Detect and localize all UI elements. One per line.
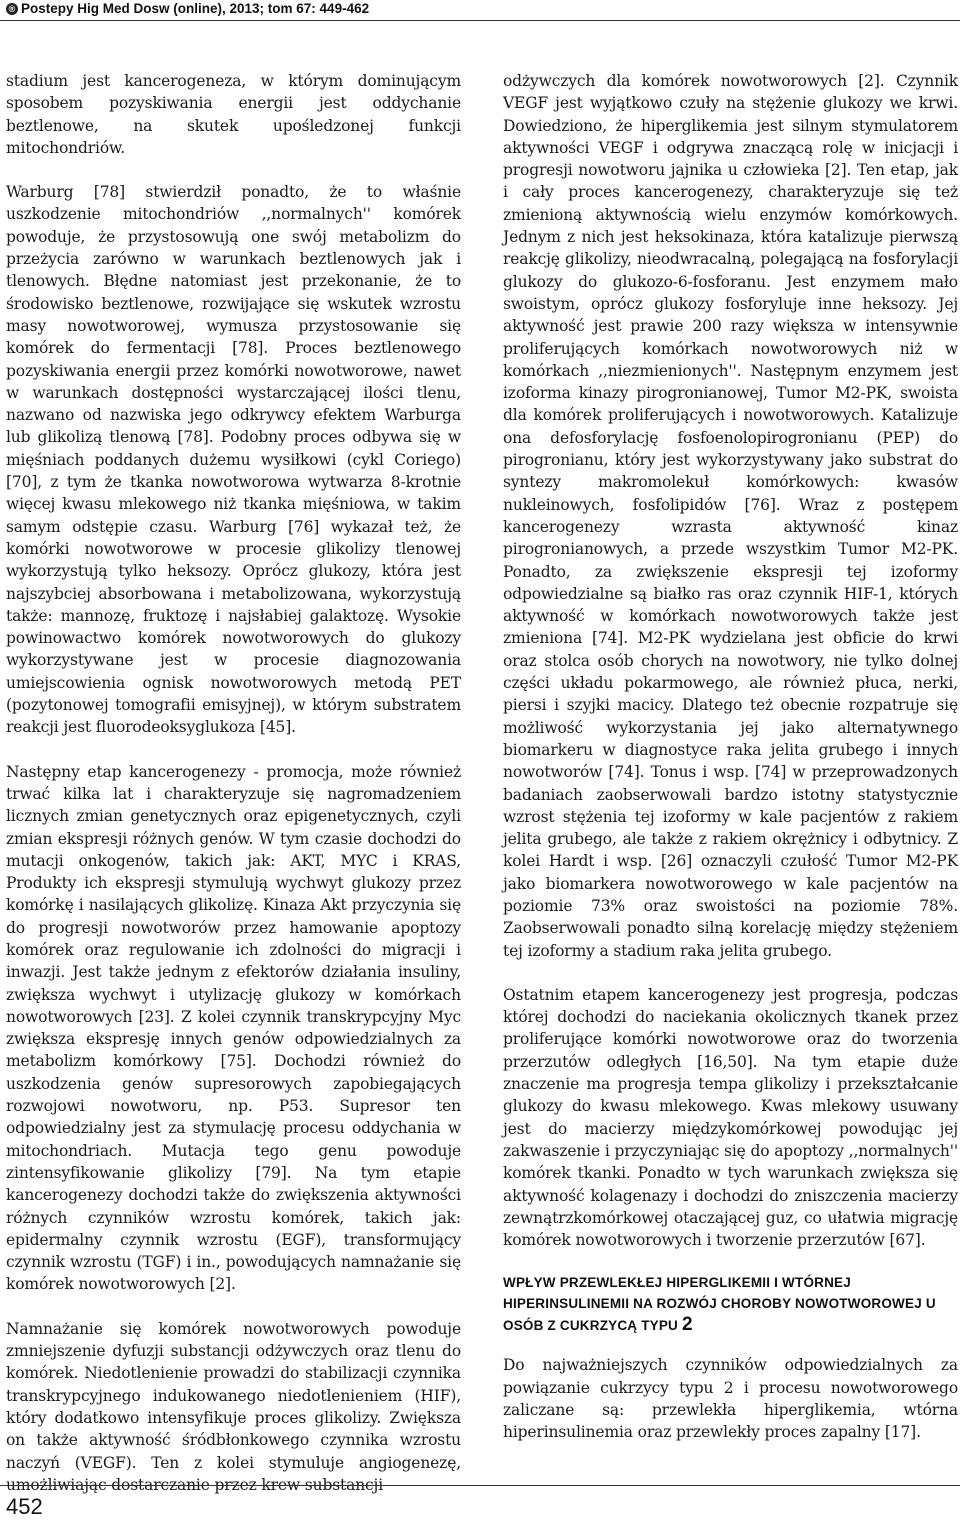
left-paragraph-4: Namnażanie się komórek nowotworowych powoduje zmniejszenie dyfuzji substancji odżywczych oraz tlenu do komórek. Niedotlenienie prowadzi do stabilizacji czynnika transkrypcyjnego indukowanego niedotlenieniem (HIF), który dodatkowo intensyfikuje proces glikolizy. Zwiększa on także aktywność śródbłonkowego czynnika wzrostu naczyń (VEGF). Ten z kolei stymuluje angiogenezę, umożliwiając dostarczanie przez krew substancji bbox=[6, 1319, 461, 1494]
page-number: 452 bbox=[6, 1494, 43, 1519]
left-paragraph-2: Warburg [78] stwierdził ponadto, że to właśnie uszkodzenie mitochondriów ,,normalnych'' komórek powoduje, że przystosowują one swój metabolizm do przeżycia zarówno w warunkach beztlenowych jak i tlenowych. Błędne natomiast jest przekonanie, że to środowisko beztlenowe, rozwijające się wskutek wzrostu masy nowotworowej, wymusza przystosowanie się komórek do fermentacji [78]. Proces beztlenowego pozyskiwania energii przez komórki nowotworowe, nawet w warunkach dostępności wystarczającej ilości tlenu, nazwano od nazwiska jego odkrywcy efektem Warburga lub glikolizą tlenową [78]. Podobny proces odbywa się w mięśniach poddanych dużemu wysiłkowi (cykl Coriego) [70], z tym że tkanka nowotworowa wytwarza 8-krotnie więcej kwasu mlekowego niż tkanka mięśniowa, w takim samym odstępie czasu. Warburg [76] wykazał też, że komórki nowotworowe w procesie glikolizy tlenowej wykorzystują tylko heksozy. Oprócz glukozy, która jest najszybciej absorbowana i metabolizowana, wykorzystują także: mannozę, fruktozę i najsłabiej galaktozę. Wysokie powinowactwo komórek nowotworowych do glukozy wykorzystywane jest w procesie diagnozowania umiejscowienia ognisk nowotworowych metodą PET (pozytonowej tomografii emisyjnej), w którym substratem reakcji jest fluorodeoksyglukoza [45]. bbox=[6, 183, 461, 737]
right-paragraph-3: Do najważniejszych czynników odpowiedzialnych za powiązanie cukrzycy typu 2 i procesu nowotworowego zaliczane są: przewlekła hiperglikemia, wtórna hiperinsulinemia oraz przewlekły proces zapalny [17]. bbox=[503, 1356, 958, 1442]
section-heading-text: WPŁYW PRZEWLEKŁEJ HIPERGLIKEMII I WTÓRNEJ HIPERINSULINEMII NA ROZWÓJ CHOROBY NOWOTWOROWEJ U OSÓB Z CUKRZYCĄ TYPU bbox=[503, 1275, 936, 1334]
footer-rule bbox=[0, 1485, 960, 1486]
section-heading-number: 2 bbox=[681, 1314, 693, 1336]
header-rule bbox=[0, 20, 960, 21]
left-paragraph-1: stadium jest kancerogeneza, w którym dominującym sposobem pozyskiwania energii jest oddychanie beztlenowe, na skutek upośledzonej funkcji mitochondriów. bbox=[6, 72, 461, 157]
running-head bbox=[6, 0, 369, 18]
right-paragraph-2: Ostatnim etapem kancerogenezy jest progresja, podczas której dochodzi do naciekania okolicznych tkanek przez proliferujące komórki nowotworowe oraz do tworzenia przerzutów odległych [16,50]. Na tym etapie duże znaczenie ma progresja tempa glikolizy i przekształcanie glukozy do kwasu mlekowego. Kwas mlekowy usuwany jest do macierzy międzykomórkowej powodując jej zakwaszenie i przyczyniając się do apoptozy ,,normalnych'' komórek tkanki. Ponadto w tych warunkach zwiększa się aktywność kolagenazy i dochodzi do zniszczenia macierzy zewnątrzkomórkowej otaczającej guz, co ułatwia migrację komórek nowotworowych i tworzenie przerzutów [67]. bbox=[503, 985, 958, 1250]
section-heading bbox=[503, 1272, 958, 1336]
left-paragraph-3: Następny etap kancerogenezy - promocja, może również trwać kilka lat i charakteryzuje się nagromadzeniem licznych zmian genetycznych oraz epigenetycznych, czyli zmian ekspresji różnych genów. W tym czasie dochodzi do mutacji onkogenów, takich jak: AKT, MYC i KRAS, Produkty ich ekspresji stymulują wychwyt glukozy przez komórkę i nasilających glikolizę. Kinaza Akt przyczynia się do progresji nowotworów przez hamowanie apoptozy komórek oraz regulowanie ich zdolności do migracji i inwazji. Jest także jednym z efektorów działania insuliny, zwiększa wychwyt i utylizację glukozy w komórkach nowotworowych [23]. Z kolei czynnik transkrypcyjny Myc zwiększa ekspresję innych genów odpowiedzialnych za metabolizm komórkowy [75]. Dochodzi również do uszkodzenia genów supresorowych zapobiegających rozwojowi nowotworu, np. P53. Supresor ten odpowiedzialny jest za stymulację procesu oddychania w mitochondriach. Mutacja tego genu powoduje zintensyfikowanie glikolizy [79]. Na tym etapie kancerogenezy dochodzi także do zwiększenia aktywności różnych czynników wzrostu komórek, takich jak: epidermalny czynnik wzrostu (EGF), transformujący czynnik wzrostu (TGF) i in., powodujących namnażanie się komórek nowotworowych [2]. bbox=[6, 762, 461, 1294]
right-paragraph-1: odżywczych dla komórek nowotworowych [2]. Czynnik VEGF jest wyjątkowo czuły na stężenie glukozy we krwi. Dowiedziono, że hiperglikemia jest silnym stymulatorem aktywności VEGF i odgrywa znaczącą rolę w inicjacji i progresji nowotworu jajnika u człowieka [2]. Ten etap, jak i cały proces kancerogenezy, charakteryzuje się też zmienioną aktywnością wielu enzymów komórkowych. Jednym z nich jest heksokinaza, która katalizuje pierwszą reakcję glikolizy, nieodwracalną, polegającą na fosforylacji glukozy do glukozo-6-fosforanu. Jest enzymem mało swoistym, oprócz glukozy fosforyluje inne heksozy. Jej aktywność jest prawie 200 razy większa w intensywnie proliferujących komórkach nowotworowych niż w komórkach ,,niezmienionych''. Następnym enzymem jest izoforma kinazy pirogronianowej, Tumor M2-PK, swoista dla komórek proliferujących i nowotworowych. Katalizuje ona defosforylację fosfoenolopirogronianu (PEP) do pirogronianu, który jest wykorzystywany jako substrat do syntezy makromolekuł komórkowych: kwasów nukleinowych, fosfolipidów [76]. Wraz z postępem kancerogenezy wzrasta aktywność kinaz pirogronianowych, a przede wszystkim Tumor M2-PK. Ponadto, za zwiększenie ekspresji tej izoformy odpowiedzialne są białko ras oraz czynnik HIF-1, których aktywność w komórkach nowotworowych także jest zmieniona [74]. M2-PK wydzielana jest obficie do krwi oraz stolca osób chorych na nowotwory, nie tylko dolnej części układu pokarmowego, ale również płuca, nerki, piersi i szyjki macicy. Dlatego też obecnie rozpatruje się możliwość wykorzystania jej jako alternatywnego biomarkeru w diagnostyce raka jelita grubego i innych nowotworów [74]. Tonus i wsp. [74] w przeprowadzonych badaniach zaobserwowali bardzo istotny statystycznie wzrost stężenia tej izoformy w kale pacjentów z rakiem jelita grubego, ale także z rakiem okrężnicy i odbytnicy. Z kolei Hardt i wsp. [26] oznaczyli czułość Tumor M2-PK jako biomarkera nowotworowego w kale pacjentów na poziomie 73% oraz swoistości na poziomie 78%. Zaobserwowali ponadto silną korelację między stężeniem tej izoformy a stadium raka jelita grubego. bbox=[503, 72, 958, 960]
left-column bbox=[6, 70, 461, 1494]
journal-citation: Postepy Hig Med Dosw (online), 2013; tom 67: 449-462 bbox=[21, 1, 370, 16]
registered-icon: ® bbox=[6, 3, 18, 15]
right-column bbox=[503, 70, 958, 1475]
